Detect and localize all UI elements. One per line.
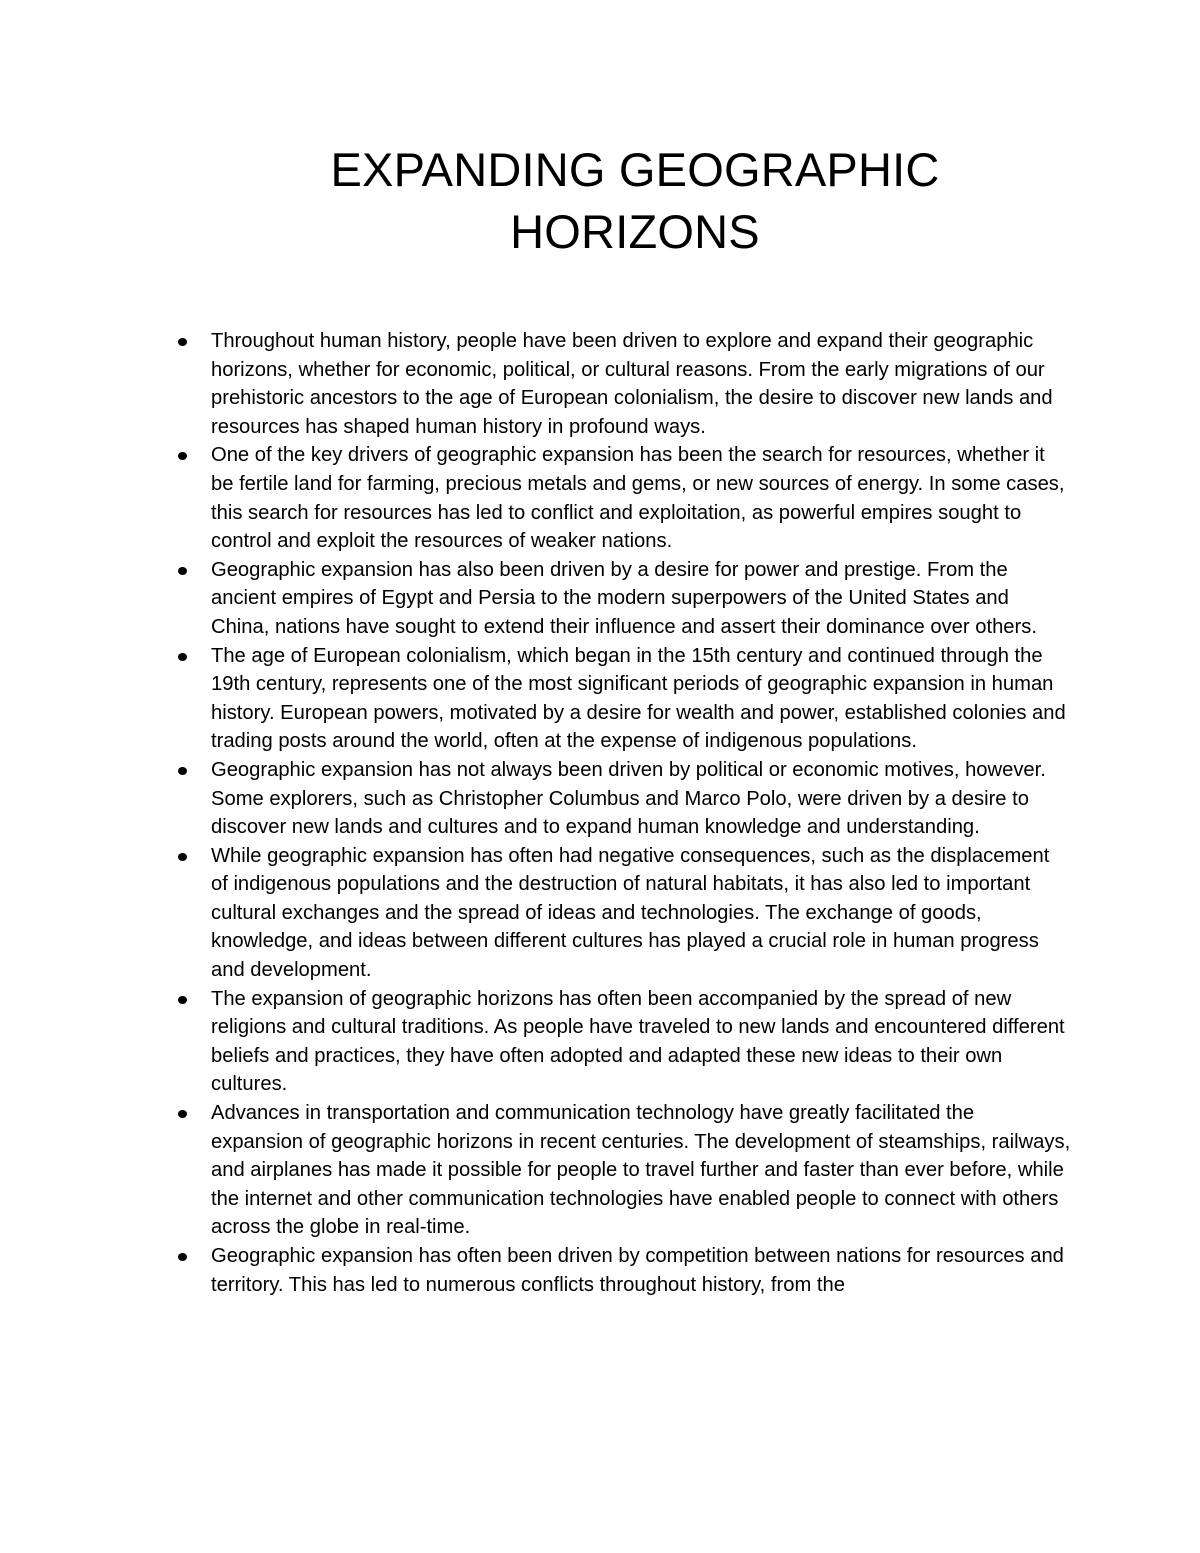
list-item-text: The expansion of geographic horizons has often been accompanied by the spread of new religions and cultural traditions. As people have traveled to new lands and encountered different beliefs and practices, they have often adopted and adapted these new ideas to their own cultures. [211, 987, 1065, 1096]
bullet-icon [178, 996, 187, 1004]
list-item [0, 842, 1071, 985]
list-item [0, 327, 1071, 441]
list-item-text: While geographic expansion has often had negative consequences, such as the displacement of indigenous populations and the destruction of natural habitats, it has also led to important cultural exchanges and the spread of ideas and technologies. The exchange of goods, knowledge, and ideas between different cultures has played a crucial role in human progress and development. [211, 844, 1050, 982]
list-item-text: One of the key drivers of geographic expansion has been the search for resources, whether it be fertile land for farming, precious metals and gems, or new sources of energy. In some cases, this search for resources has led to conflict and exploitation, as powerful empires sought to control and exploit the resources of weaker nations. [211, 444, 1065, 553]
bullet-icon [178, 1253, 187, 1261]
bullet-icon [178, 767, 187, 775]
list-item [0, 1242, 1071, 1299]
title-line-2: HORIZONS [510, 205, 760, 258]
list-item [0, 642, 1071, 756]
page-title [200, 139, 1070, 263]
bullet-icon [178, 452, 187, 460]
list-item [0, 756, 1071, 842]
list-item [0, 556, 1071, 642]
list-item [0, 985, 1071, 1099]
bullet-icon [178, 653, 187, 661]
bullet-icon [178, 853, 187, 861]
list-item-text: Throughout human history, people have been driven to explore and expand their geographic horizons, whether for economic, political, or cultural reasons. From the early migrations of our prehistoric ancestors to the age of European colonialism, the desire to discover new lands and resources has shaped human history in profound ways. [211, 330, 1053, 438]
list-item [0, 1099, 1071, 1242]
list-item-text: Advances in transportation and communication technology have greatly facilitated the expansion of geographic horizons in recent centuries. The development of steamships, railways, and airplanes has made it possible for people to travel further and faster than ever before, while the internet and other communication technologies have enabled people to connect with others across the globe in real-time. [211, 1102, 1071, 1239]
list-item [0, 441, 1071, 555]
list-item-text: The age of European colonialism, which began in the 15th century and continued through the 19th century, represents one of the most significant periods of geographic expansion in human history. European powers, motivated by a desire for wealth and power, established colonies and trading posts around the world, often at the expense of indigenous populations. [211, 644, 1066, 753]
list-item-text: Geographic expansion has not always been driven by political or economic motives, however. Some explorers, such as Christopher Columbus and Marco Polo, were driven by a desire to discover new lands and cultures and to expand human knowledge and understanding. [211, 758, 1046, 839]
bullet-list [0, 327, 1200, 1299]
bullet-icon [178, 567, 187, 575]
bullet-icon [178, 338, 187, 346]
bullet-icon [178, 1110, 187, 1118]
list-item-text: Geographic expansion has also been driven by a desire for power and prestige. From the ancient empires of Egypt and Persia to the modern superpowers of the United States and China, nations have sought to extend their influence and assert their dominance over others. [211, 558, 1037, 638]
list-item-text: Geographic expansion has often been driven by competition between nations for resources and territory. This has led to numerous conflicts throughout history, from the [211, 1245, 1064, 1296]
title-line-1: EXPANDING GEOGRAPHIC [330, 143, 940, 196]
